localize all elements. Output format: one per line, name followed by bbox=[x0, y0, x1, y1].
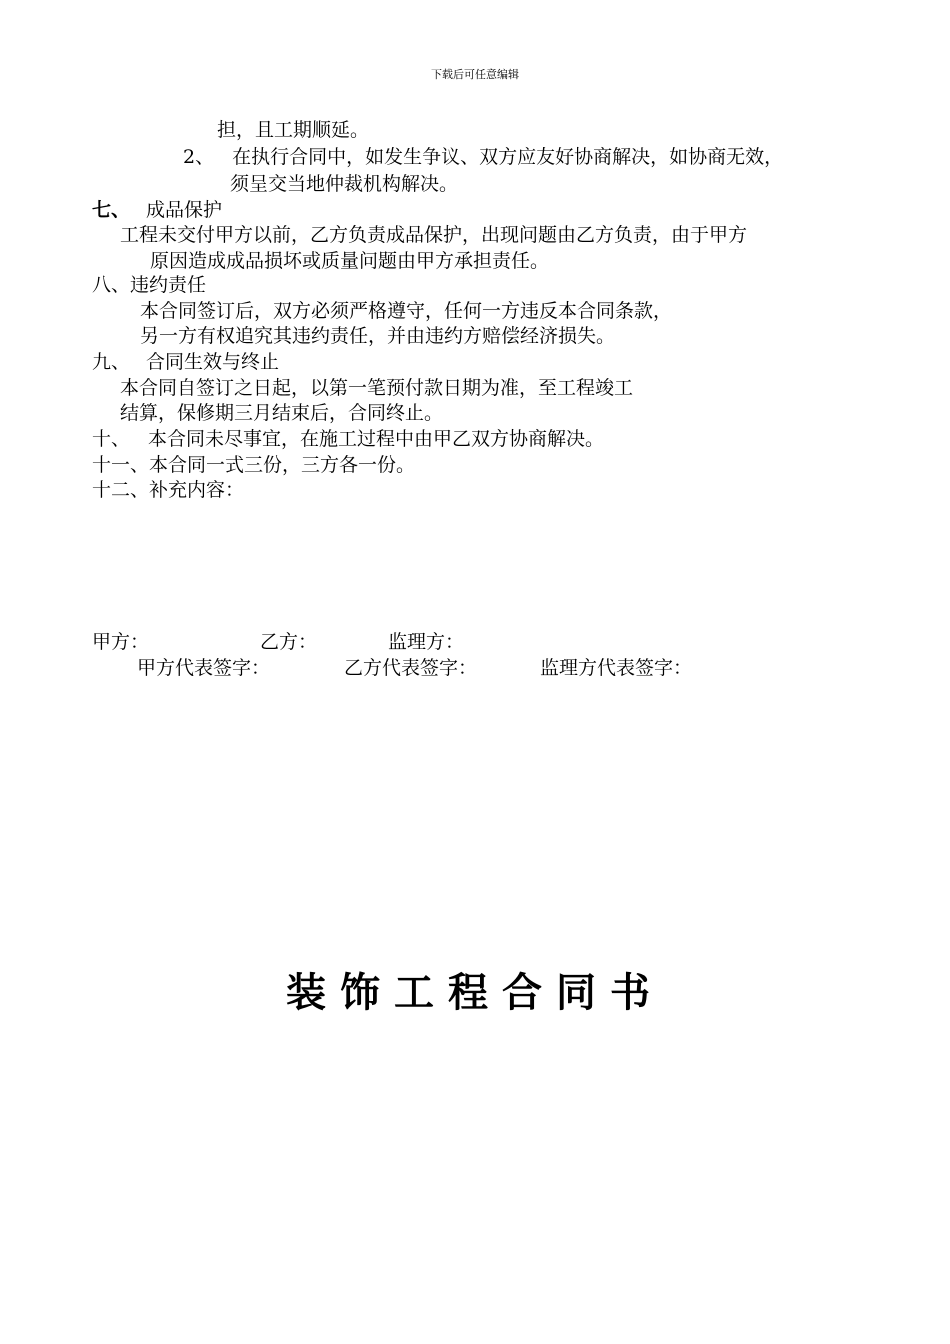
section-9-heading bbox=[92, 350, 279, 374]
signature-party-a-rep: 甲方代表签字： bbox=[137, 657, 271, 679]
section-number: 七、 bbox=[92, 199, 131, 221]
page-header-note: 下载后可任意编辑 bbox=[431, 68, 519, 81]
section-7-line-2: 原因造成成品损坏或质量问题由甲方承担责任。 bbox=[150, 250, 550, 272]
signature-party-b: 乙方： bbox=[260, 631, 318, 653]
clause-continuation-line: 担，且工期顺延。 bbox=[217, 119, 370, 141]
section-text: 本合同未尽事宜，在施工过程中由甲乙双方协商解决。 bbox=[148, 428, 605, 450]
section-number: 十、 bbox=[92, 428, 131, 450]
section-8-line-1: 本合同签订后，双方必须严格遵守，任何一方违反本合同条款， bbox=[140, 300, 673, 322]
section-12-line: 十二、补充内容： bbox=[92, 479, 245, 501]
section-11-line: 十一、本合同一式三份，三方各一份。 bbox=[92, 454, 416, 476]
cover-title: 装饰工程合同书 bbox=[286, 970, 664, 1016]
section-8-line-2: 另一方有权追究其违约责任，并由违约方赔偿经济损失。 bbox=[140, 325, 616, 347]
item-number: 2、 bbox=[183, 146, 215, 168]
section-10-line bbox=[92, 427, 604, 451]
clause-item-2-line-1 bbox=[183, 145, 783, 169]
section-title: 成品保护 bbox=[146, 199, 223, 221]
signature-supervisor: 监理方： bbox=[388, 631, 465, 653]
clause-item-2-line-2: 须呈交当地仲裁机构解决。 bbox=[230, 173, 459, 195]
signature-party-b-rep: 乙方代表签字： bbox=[344, 657, 478, 679]
section-title: 合同生效与终止 bbox=[146, 351, 280, 373]
section-7-heading bbox=[92, 198, 222, 222]
signature-party-a: 甲方： bbox=[92, 631, 150, 653]
signature-supervisor-rep: 监理方代表签字： bbox=[540, 657, 693, 679]
section-9-line-1: 本合同自签订之日起，以第一笔预付款日期为准，至工程竣工 bbox=[120, 377, 634, 399]
item-text: 在执行合同中，如发生争议、双方应友好协商解决，如协商无效， bbox=[232, 146, 784, 168]
section-number: 九、 bbox=[92, 351, 131, 373]
section-9-line-2: 结算，保修期三月结束后，合同终止。 bbox=[120, 402, 444, 424]
section-7-line-1: 工程未交付甲方以前，乙方负责成品保护，出现问题由乙方负责，由于甲方 bbox=[120, 224, 748, 246]
section-8-heading: 八、违约责任 bbox=[92, 274, 207, 296]
